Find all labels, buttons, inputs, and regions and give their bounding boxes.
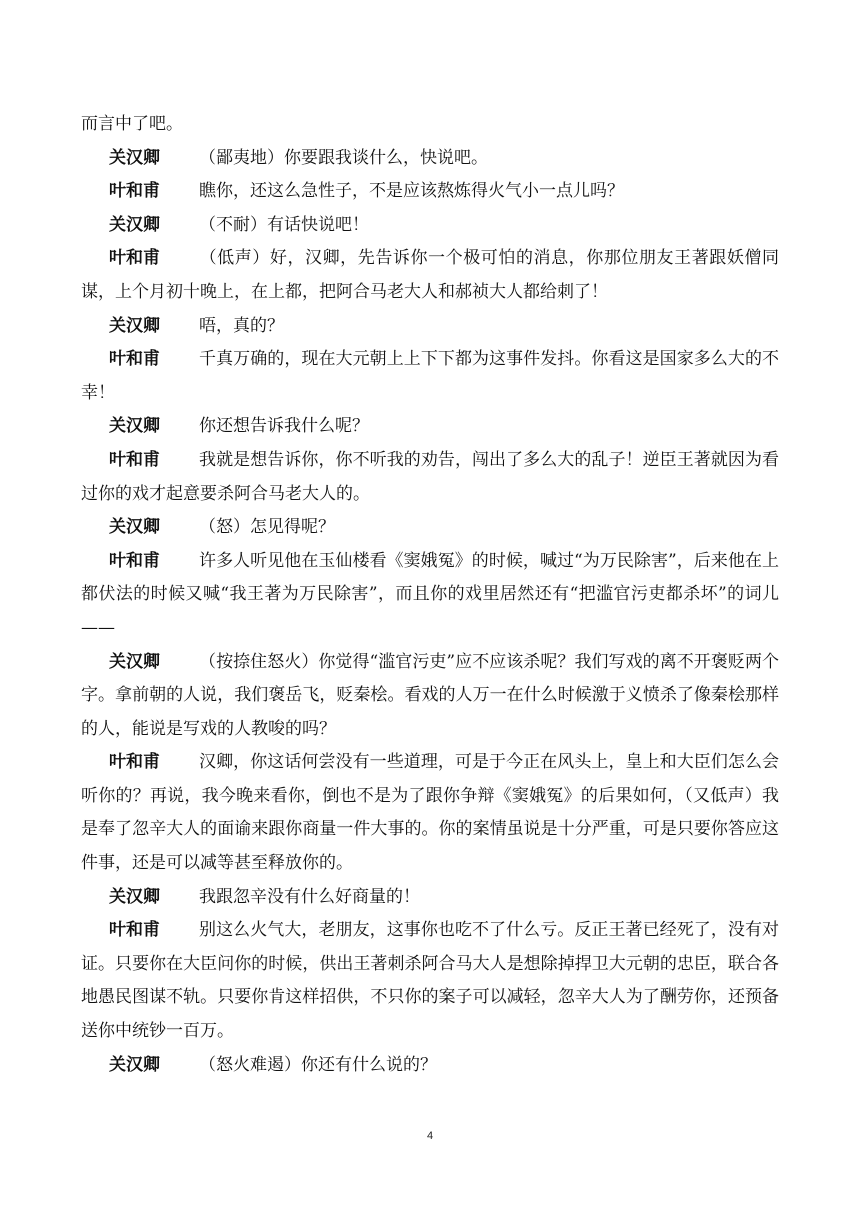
dialogue-text: 我跟忽辛没有什么好商量的！ <box>199 886 420 907</box>
dialogue-line <box>81 343 779 410</box>
speaker-name: 关汉卿 <box>109 651 160 672</box>
dialogue-line <box>81 410 779 444</box>
speaker-name: 叶和甫 <box>109 248 160 269</box>
dialogue-line <box>81 1049 779 1083</box>
speaker-name: 叶和甫 <box>109 449 160 470</box>
dialogue-text: （怒）怎见得呢？ <box>199 517 335 538</box>
dialogue-text: 你还想告诉我什么呢？ <box>199 416 369 437</box>
dialogue-text: 别这么火气大，老朋友，这事你也吃不了什么亏。反正王著已经死了，没有对证。只要你在大臣问你的时候，供出王著刺杀阿合马大人是想除掉捍卫大元朝的忠臣，联合各地愚民图谋不轨。只要你肯这样招供，不只你的案子可以减轻，忽辛大人为了酬劳你，还预备送你中统钞一百万。 <box>81 920 779 1042</box>
dialogue-text: 瞧你，还这么急性子，不是应该熬炼得火气小一点儿吗？ <box>199 181 624 202</box>
dialogue-text: （怒火难遏）你还有什么说的？ <box>199 1054 437 1075</box>
speaker-name: 关汉卿 <box>109 416 160 437</box>
dialogue-list <box>81 142 779 1083</box>
page-number: 4 <box>426 1130 434 1142</box>
speaker-name: 关汉卿 <box>109 1054 160 1075</box>
dialogue-line <box>81 242 779 309</box>
speaker-name: 关汉卿 <box>109 214 160 235</box>
speaker-name: 叶和甫 <box>109 550 160 571</box>
dialogue-line <box>81 646 779 747</box>
speaker-name: 关汉卿 <box>109 517 160 538</box>
dialogue-line <box>81 511 779 545</box>
dialogue-line <box>81 914 779 1048</box>
speaker-name: 叶和甫 <box>109 181 160 202</box>
dialogue-text: 唔，真的？ <box>199 315 284 336</box>
dialogue-text: 千真万确的，现在大元朝上上下下都为这事件发抖。你看这是国家多么大的不幸！ <box>81 349 779 403</box>
dialogue-text: （鄙夷地）你要跟我谈什么，快说吧。 <box>199 147 488 168</box>
script-text <box>81 108 779 1082</box>
dialogue-line <box>81 175 779 209</box>
dialogue-line <box>81 746 779 880</box>
speaker-name: 关汉卿 <box>109 147 160 168</box>
dialogue-text: 我就是想告诉你，你不听我的劝告，闯出了多么大的乱子！逆臣王著就因为看过你的戏才起意要杀阿合马老大人的。 <box>81 449 779 504</box>
continuation-line: 而言中了吧。 <box>81 114 183 134</box>
dialogue-line <box>81 881 779 915</box>
dialogue-text: 汉卿，你这话何尝没有一些道理，可是于今正在风头上，皇上和大臣们怎么会听你的？再说，我今晚来看你，倒也不是为了跟你争辩《窦娥冤》的后果如何，（又低声）我是奉了忽辛大人的面谕来跟你商量一件大事的。你的案情虽说是十分严重，可是只要你答应这件事，还是可以减等甚至释放你的。 <box>81 752 779 874</box>
speaker-name: 叶和甫 <box>109 920 160 941</box>
dialogue-line <box>81 209 779 243</box>
dialogue-line <box>81 444 779 511</box>
speaker-name: 叶和甫 <box>109 752 160 773</box>
dialogue-line <box>81 142 779 176</box>
speaker-name: 关汉卿 <box>109 315 160 336</box>
dialogue-line <box>81 310 779 344</box>
dialogue-text: 许多人听见他在玉仙楼看《窦娥冤》的时候，喊过“为万民除害”，后来他在上都伏法的时候又喊“我王著为万民除害”，而且你的戏里居然还有“把滥官污吏都杀坏”的词儿—— <box>81 550 779 638</box>
speaker-name: 关汉卿 <box>109 886 160 907</box>
dialogue-text: （不耐）有话快说吧！ <box>199 214 369 235</box>
dialogue-line <box>81 545 779 646</box>
dialogue-text: （按捺住怒火）你觉得“滥官污吏”应不应该杀呢？我们写戏的离不开褒贬两个字。拿前朝的人说，我们褒岳飞，贬秦桧。看戏的人万一在什么时候激于义愤杀了像秦桧那样的人，能说是写戏的人教唆的吗？ <box>81 651 779 739</box>
speaker-name: 叶和甫 <box>109 349 160 370</box>
dialogue-text: （低声）好，汉卿，先告诉你一个极可怕的消息，你那位朋友王著跟妖僧同谋，上个月初十晚上，在上都，把阿合马老大人和郝祯大人都给刺了！ <box>81 248 779 302</box>
